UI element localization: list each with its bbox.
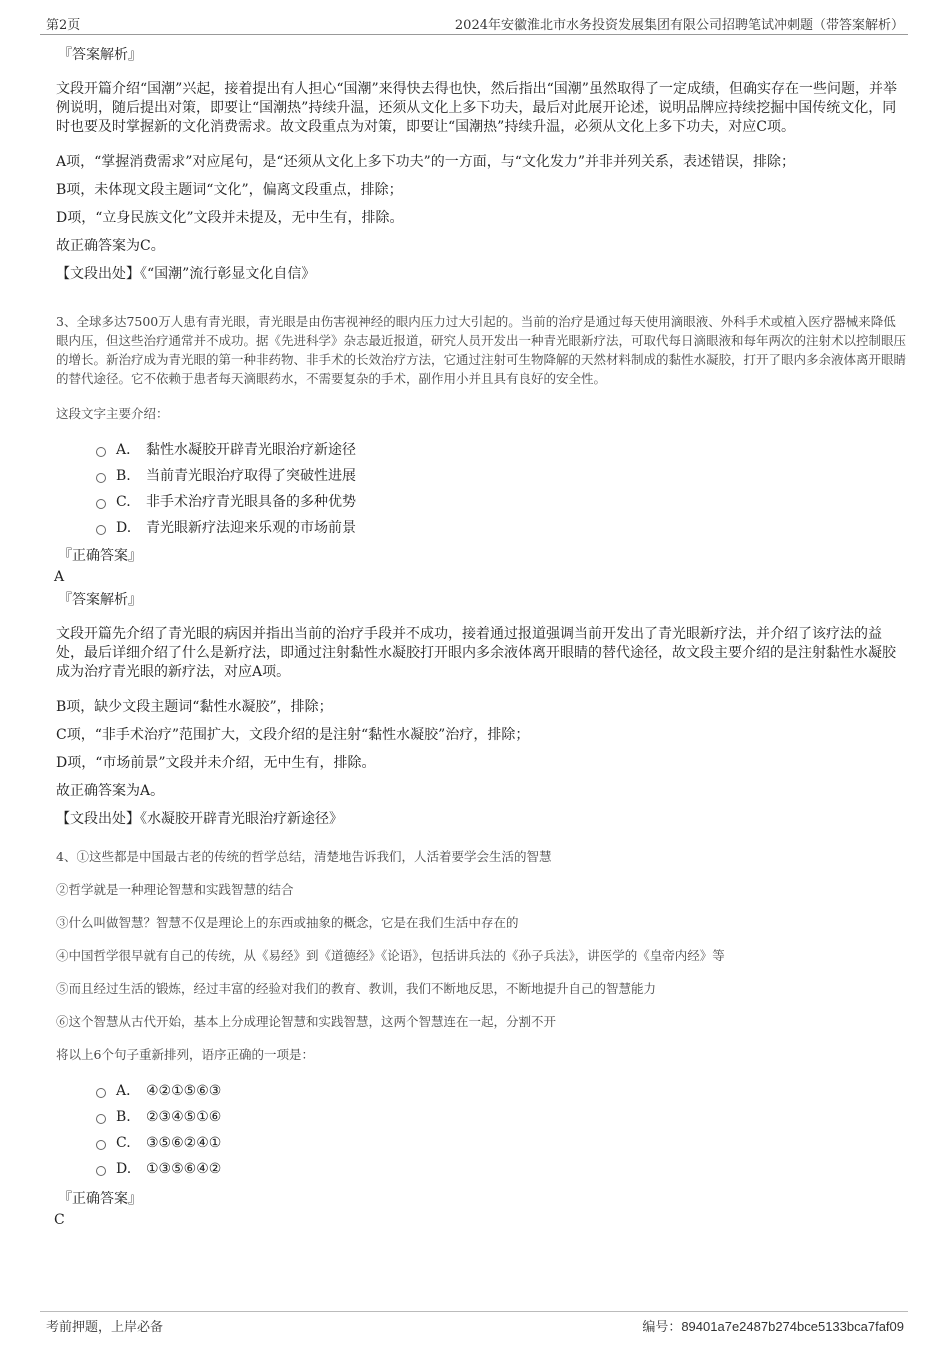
option-text: ①③⑤⑥④② bbox=[146, 1161, 222, 1177]
option-text: ④②①⑤⑥③ bbox=[146, 1083, 222, 1099]
option-b[interactable] bbox=[96, 463, 906, 489]
footer-slogan: 考前押题，上岸必备 bbox=[46, 1320, 164, 1335]
option-text: 非手术治疗青光眼具备的多种优势 bbox=[146, 494, 356, 510]
option-letter: D. bbox=[116, 1161, 132, 1177]
page-content bbox=[56, 44, 906, 1230]
option-letter: D. bbox=[116, 520, 132, 536]
page-header bbox=[40, 12, 908, 35]
option-letter: B. bbox=[116, 1109, 131, 1125]
page-number: 第2页 bbox=[46, 18, 81, 33]
option-list bbox=[96, 1078, 906, 1182]
option-text: 青光眼新疗法迎来乐观的市场前景 bbox=[146, 520, 356, 536]
radio-icon[interactable] bbox=[96, 447, 106, 457]
option-letter: A． bbox=[116, 442, 141, 458]
radio-icon[interactable] bbox=[96, 1088, 106, 1098]
question-prompt: 这段文字主要介绍： bbox=[56, 406, 169, 421]
q2-analysis-section bbox=[56, 44, 906, 284]
question-prompt: 将以上6个句子重新排列，语序正确的一项是： bbox=[56, 1047, 314, 1062]
analysis-option-a: A项，“掌握消费需求”对应尾句，是“还须从文化上多下功夫”的一方面，与“文化发力”并非并列关系，表述错误，排除； bbox=[56, 154, 796, 170]
option-text: 黏性水凝胶开辟青光眼治疗新途径 bbox=[146, 442, 356, 458]
sentence-4: ④中国哲学很早就有自己的传统，从《易经》到《道德经》《论语》，包括讲兵法的《孙子兵法》，讲医学的《皇帝内经》等 bbox=[56, 948, 725, 963]
source-citation: 【文段出处】《“国潮”流行彰显文化自信》 bbox=[56, 266, 316, 282]
correct-answer: A bbox=[54, 569, 65, 585]
analysis-option-d: D项，“立身民族文化”文段并未提及，无中生有，排除。 bbox=[56, 210, 404, 226]
option-letter: C. bbox=[116, 1135, 131, 1151]
option-a[interactable] bbox=[96, 1078, 906, 1104]
source-citation: 【文段出处】《水凝胶开辟青光眼治疗新途径》 bbox=[56, 811, 343, 827]
option-list bbox=[96, 437, 906, 541]
sentence-3: ③什么叫做智慧？智慧不仅是理论上的东西或抽象的概念，它是在我们生活中存在的 bbox=[56, 915, 519, 930]
analysis-option-b: B项，缺少文段主题词“黏性水凝胶”，排除； bbox=[56, 699, 333, 715]
option-c[interactable] bbox=[96, 1130, 906, 1156]
sentence-2: ②哲学就是一种理论智慧和实践智慧的结合 bbox=[56, 882, 294, 897]
radio-icon[interactable] bbox=[96, 1166, 106, 1176]
radio-icon[interactable] bbox=[96, 473, 106, 483]
option-a[interactable] bbox=[96, 437, 906, 463]
correct-answer: C bbox=[54, 1212, 65, 1228]
analysis-option-b: B项，未体现文段主题词“文化”，偏离文段重点，排除； bbox=[56, 182, 403, 198]
option-text: 当前青光眼治疗取得了突破性进展 bbox=[146, 468, 356, 484]
document-title: 2024年安徽淮北市水务投资发展集团有限公司招聘笔试冲刺题（带答案解析） bbox=[454, 18, 904, 33]
option-c[interactable] bbox=[96, 489, 906, 515]
option-d[interactable] bbox=[96, 515, 906, 541]
analysis-label: 『答案解析』 bbox=[58, 592, 142, 608]
analysis-conclusion: 故正确答案为C。 bbox=[56, 238, 165, 254]
option-letter: A． bbox=[116, 1083, 141, 1099]
analysis-conclusion: 故正确答案为A。 bbox=[56, 783, 165, 799]
radio-icon[interactable] bbox=[96, 1140, 106, 1150]
option-text: ②③④⑤①⑥ bbox=[146, 1109, 222, 1125]
analysis-label: 『答案解析』 bbox=[58, 47, 142, 63]
option-letter: C. bbox=[116, 494, 131, 510]
radio-icon[interactable] bbox=[96, 1114, 106, 1124]
sentence-1: 4、①这些都是中国最古老的传统的哲学总结，清楚地告诉我们，人活着要学会生活的智慧 bbox=[56, 849, 552, 864]
option-d[interactable] bbox=[96, 1156, 906, 1182]
question-text: 3、全球多达7500万人患有青光眼，青光眼是由伤害视神经的眼内压力过大引起的。当前的治疗是通过每天使用滴眼液、外科手术或植入医疗器械来降低眼内压，但这些治疗通常并不成功。据《先进科学》杂志最近报道，研究人员开发出一种青光眼新疗法，可取代每日滴眼液和每年两次的注射术以控制眼压的增长。新治疗成为青光眼的第一种非药物、非手术的长效治疗方法，它通过注射可生物降解的天然材料制成的黏性水凝胶，打开了眼内多余液体离开眼睛的替代途径。它不依赖于患者每天滴眼药水，不需要复杂的手术，副作用小并且具有良好的安全性。 bbox=[56, 314, 907, 386]
correct-answer-label: 『正确答案』 bbox=[58, 1191, 142, 1207]
option-b[interactable] bbox=[96, 1104, 906, 1130]
option-text: ③⑤⑥②④① bbox=[146, 1135, 222, 1151]
question-4 bbox=[56, 847, 906, 1230]
document-id: 编号：89401a7e2487b274bce5133bca7faf09 bbox=[642, 1319, 904, 1334]
radio-icon[interactable] bbox=[96, 499, 106, 509]
sentence-5: ⑤而且经过生活的锻炼，经过丰富的经验对我们的教育、教训，我们不断地反思，不断地提升自己的智慧能力 bbox=[56, 981, 657, 996]
radio-icon[interactable] bbox=[96, 525, 106, 535]
correct-answer-label: 『正确答案』 bbox=[58, 548, 142, 564]
analysis-option-d: D项，“市场前景”文段并未介绍，无中生有，排除。 bbox=[56, 755, 376, 771]
analysis-paragraph: 文段开篇介绍“国潮”兴起，接着提出有人担心“国潮”来得快去得也快，然后指出“国潮”虽然取得了一定成绩，但确实存在一些问题，并举例说明，随后提出对策，即要让“国潮热”持续升温，还须从文化上多下功夫，最后对此展开论述，说明品牌应持续挖掘中国传统文化，同时也要及时掌握新的文化消费需求。故文段重点为对策，即要让“国潮热”持续升温，必须从文化上多下功夫，对应C项。 bbox=[56, 81, 897, 135]
page-footer bbox=[40, 1311, 908, 1336]
option-letter: B. bbox=[116, 468, 131, 484]
analysis-option-c: C项，“非手术治疗”范围扩大，文段介绍的是注射“黏性水凝胶”治疗，排除； bbox=[56, 727, 530, 743]
sentence-6: ⑥这个智慧从古代开始，基本上分成理论智慧和实践智慧，这两个智慧连在一起，分割不开 bbox=[56, 1014, 557, 1029]
question-3 bbox=[56, 312, 906, 829]
analysis-paragraph: 文段开篇先介绍了青光眼的病因并指出当前的治疗手段并不成功，接着通过报道强调当前开发出了青光眼新疗法，并介绍了该疗法的益处，最后详细介绍了什么是新疗法，即通过注射黏性水凝胶打开眼内多余液体离开眼睛的替代途径，故文段主要介绍的是注射黏性水凝胶成为治疗青光眼的新疗法，对应A项。 bbox=[56, 626, 896, 680]
